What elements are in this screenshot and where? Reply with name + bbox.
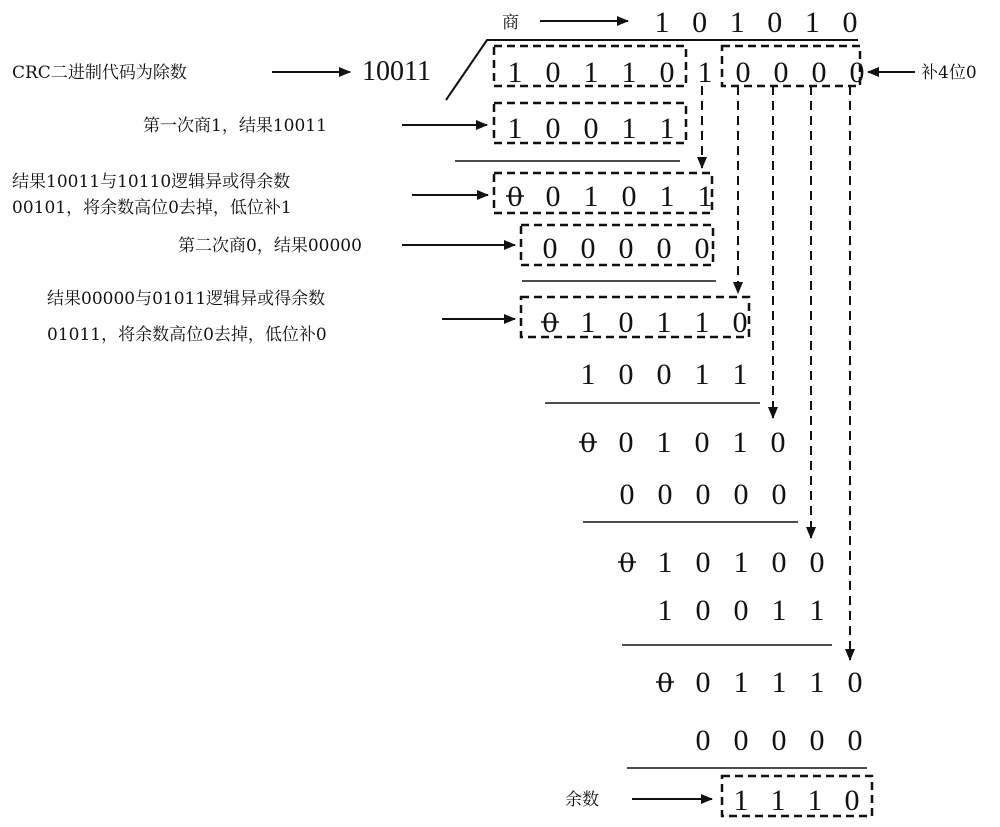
work-row-digit: 0 (580, 426, 596, 459)
dividend-digit: 0 (849, 56, 865, 89)
work-row-digit: 1 (656, 306, 672, 339)
work-row-digit: 0 (619, 478, 635, 511)
work-row-digit: 0 (618, 306, 634, 339)
work-row-digit: 1 (659, 112, 675, 145)
work-row-digit: 1 (694, 306, 710, 339)
dividend-digit: 0 (659, 56, 675, 89)
digits-layer (506, 6, 865, 817)
dividend-digit: 1 (697, 56, 713, 89)
quotient-label: 商 (502, 13, 519, 33)
work-row-digit: 0 (656, 232, 672, 265)
xor2-annotation-line2: 01011，将余数高位0去掉，低位补0 (47, 325, 327, 345)
work-row-digit: 0 (733, 594, 749, 627)
step1-annotation: 第一次商1，结果10011 (143, 116, 327, 136)
work-row-digit: 0 (771, 478, 787, 511)
work-row-digit: 0 (770, 426, 786, 459)
work-row-digit: 1 (733, 666, 749, 699)
work-row-digit: 0 (695, 594, 711, 627)
work-row-digit: 0 (694, 426, 710, 459)
work-row-digit: 1 (809, 594, 825, 627)
quotient-digit: 0 (692, 6, 708, 39)
work-row-digit: 0 (507, 180, 523, 213)
remainder-digit: 0 (844, 784, 860, 817)
work-row-digit: 0 (695, 666, 711, 699)
dividend-digit: 1 (507, 56, 523, 89)
work-row-digit: 0 (580, 232, 596, 265)
work-row-digit: 1 (657, 594, 673, 627)
work-row-digit: 1 (580, 306, 596, 339)
work-row-digit: 0 (695, 546, 711, 579)
dividend-digit: 0 (811, 56, 827, 89)
work-row-digit: 0 (618, 232, 634, 265)
work-row-digit: 1 (732, 358, 748, 391)
dividend-digit: 1 (621, 56, 637, 89)
work-row-digit: 0 (542, 306, 558, 339)
work-row-digit: 1 (656, 426, 672, 459)
work-row-digit: 0 (732, 306, 748, 339)
work-row-digit: 1 (697, 180, 713, 213)
work-row-digit: 0 (809, 724, 825, 757)
step2-annotation: 第二次商0，结果00000 (178, 236, 362, 256)
quotient-digit: 0 (767, 6, 783, 39)
work-row-digit: 0 (583, 112, 599, 145)
xor2-annotation-line1: 结果00000与01011逻辑异或得余数 (47, 289, 326, 309)
work-row-digit: 0 (618, 358, 634, 391)
work-row-digit: 0 (847, 724, 863, 757)
work-row-digit: 1 (771, 666, 787, 699)
dividend-digit: 0 (773, 56, 789, 89)
work-row-digit: 0 (545, 112, 561, 145)
work-row-digit: 1 (809, 666, 825, 699)
work-row-digit: 0 (695, 478, 711, 511)
xor1-annotation-line2: 00101，将余数高位0去掉，低位补1 (12, 198, 292, 218)
divisor-value: 10011 (362, 56, 431, 87)
remainder-label: 余数 (565, 790, 599, 810)
remainder-digit: 1 (770, 784, 786, 817)
work-row-digit: 0 (694, 232, 710, 265)
work-row-digit: 0 (771, 724, 787, 757)
work-row-digit: 1 (657, 546, 673, 579)
work-row-digit: 0 (695, 724, 711, 757)
work-row-digit: 0 (621, 180, 637, 213)
work-row-digit: 1 (732, 426, 748, 459)
dividend-digit: 0 (735, 56, 751, 89)
work-row-digit: 0 (618, 426, 634, 459)
quotient-digit: 0 (842, 6, 858, 39)
work-row-digit: 0 (733, 478, 749, 511)
dividend-digit: 1 (583, 56, 599, 89)
work-row-digit: 1 (733, 546, 749, 579)
work-row-digit: 0 (656, 358, 672, 391)
quotient-digit: 1 (654, 6, 670, 39)
work-row-digit: 1 (580, 358, 596, 391)
work-row-digit: 0 (847, 666, 863, 699)
xor1-annotation-line1: 结果10011与10110逻辑异或得余数 (12, 172, 291, 192)
remainder-digit: 1 (807, 784, 823, 817)
work-row-digit: 0 (545, 180, 561, 213)
work-row-digit: 0 (657, 666, 673, 699)
quotient-digit: 1 (729, 6, 745, 39)
work-row-digit: 0 (542, 232, 558, 265)
work-row-digit: 0 (809, 546, 825, 579)
work-row-digit: 1 (694, 358, 710, 391)
xor1-remainder-box (494, 173, 712, 213)
work-row-digit: 0 (619, 546, 635, 579)
quotient-digit: 1 (804, 6, 820, 39)
work-row-digit: 0 (657, 478, 673, 511)
remainder-digit: 1 (733, 784, 749, 817)
work-row-digit: 1 (621, 112, 637, 145)
work-row-digit: 1 (583, 180, 599, 213)
dividend-digit: 0 (545, 56, 561, 89)
work-row-digit: 0 (771, 546, 787, 579)
work-row-digit: 0 (733, 724, 749, 757)
work-row-digit: 1 (659, 180, 675, 213)
pad-zero-label: 补4位0 (921, 63, 977, 83)
work-row-digit: 1 (507, 112, 523, 145)
work-row-digit: 1 (771, 594, 787, 627)
divisor-label: CRC二进制代码为除数 (12, 63, 187, 83)
